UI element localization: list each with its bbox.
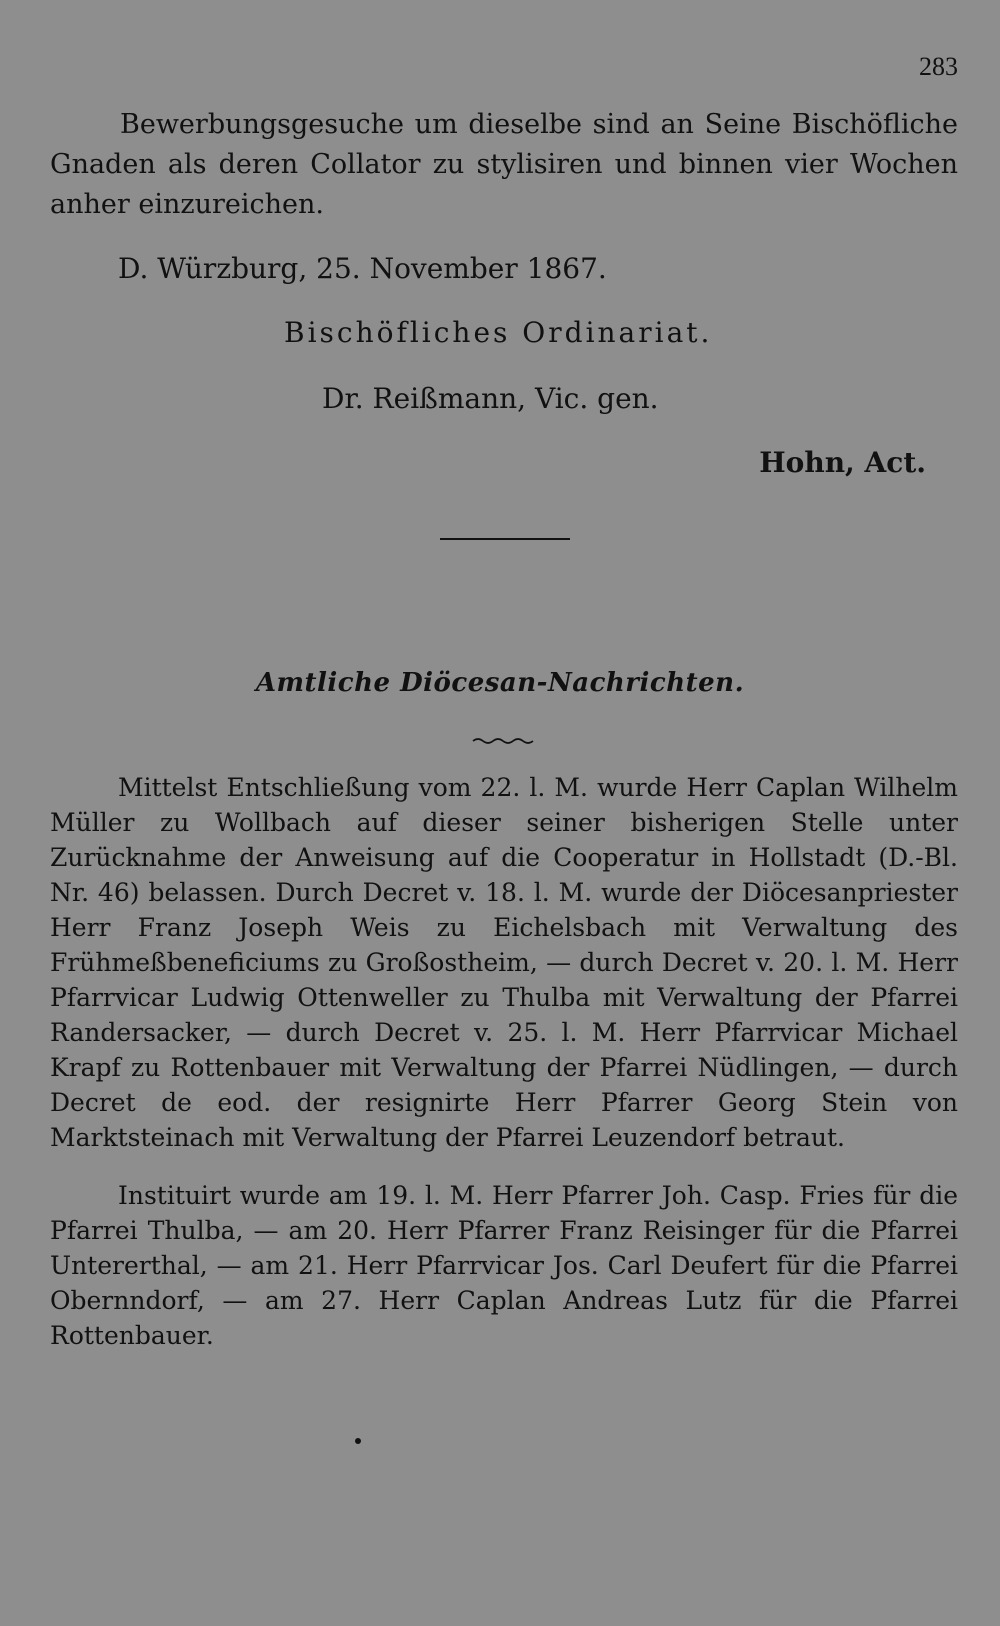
section-divider-rule [440, 538, 570, 540]
announcement-paragraph-institutions: Instituirt wurde am 19. l. M. Herr Pfarrer Joh. Casp. Fries für die Pfarrei Thulba, — am 20. Herr Pfarrer Franz Reisinger für die Pfarrei Untererthal, — am 21. Herr Pfarrvicar Jos. Carl Deufert für die Pfarrei Obernndorf, — am 27. Herr Caplan Andreas Lutz für die Pfarrei Rottenbauer. [50, 1181, 958, 1350]
stray-dot-mark [355, 1438, 361, 1444]
page-number: 283 [919, 52, 958, 81]
signatory-secondary: Hohn, Act. [759, 446, 926, 479]
section-heading: Amtliche Diöcesan-Nachrichten. [255, 668, 745, 698]
intro-paragraph: Bewerbungsgesuche um dieselbe sind an Seine Bischöfliche Gnaden als deren Collator zu stylisiren und binnen vier Wochen anher einzureichen. [50, 109, 958, 220]
dateline: D. Würzburg, 25. November 1867. [118, 252, 607, 285]
issuing-office: Bischöfliches Ordinariat. [284, 316, 713, 349]
signatory-primary: Dr. Reißmann, Vic. gen. [322, 382, 659, 415]
announcement-paragraph-appointments: Mittelst Entschließung vom 22. l. M. wurde Herr Caplan Wilhelm Müller zu Wollbach auf dieser seiner bisherigen Stelle unter Zurücknahme der Anweisung auf die Cooperatur in Hollstadt (D.-Bl. Nr. 46) belassen. Durch Decret v. 18. l. M. wurde der Diöcesanpriester Herr Franz Joseph Weis zu Eichelsbach mit Verwaltung des Frühmeßbeneficiums zu Großostheim, — durch Decret v. 20. l. M. Herr Pfarrvicar Ludwig Ottenweller zu Thulba mit Verwaltung der Pfarrei Randersacker, — durch Decret v. 25. l. M. Herr Pfarrvicar Michael Krapf zu Rottenbauer mit Verwaltung der Pfarrei Nüdlingen, — durch Decret de eod. der resignirte Herr Pfarrer Georg Stein von Marktsteinach mit Verwaltung der Pfarrei Leuzendorf betraut. [50, 773, 958, 1152]
wave-ornament-icon [472, 736, 534, 746]
